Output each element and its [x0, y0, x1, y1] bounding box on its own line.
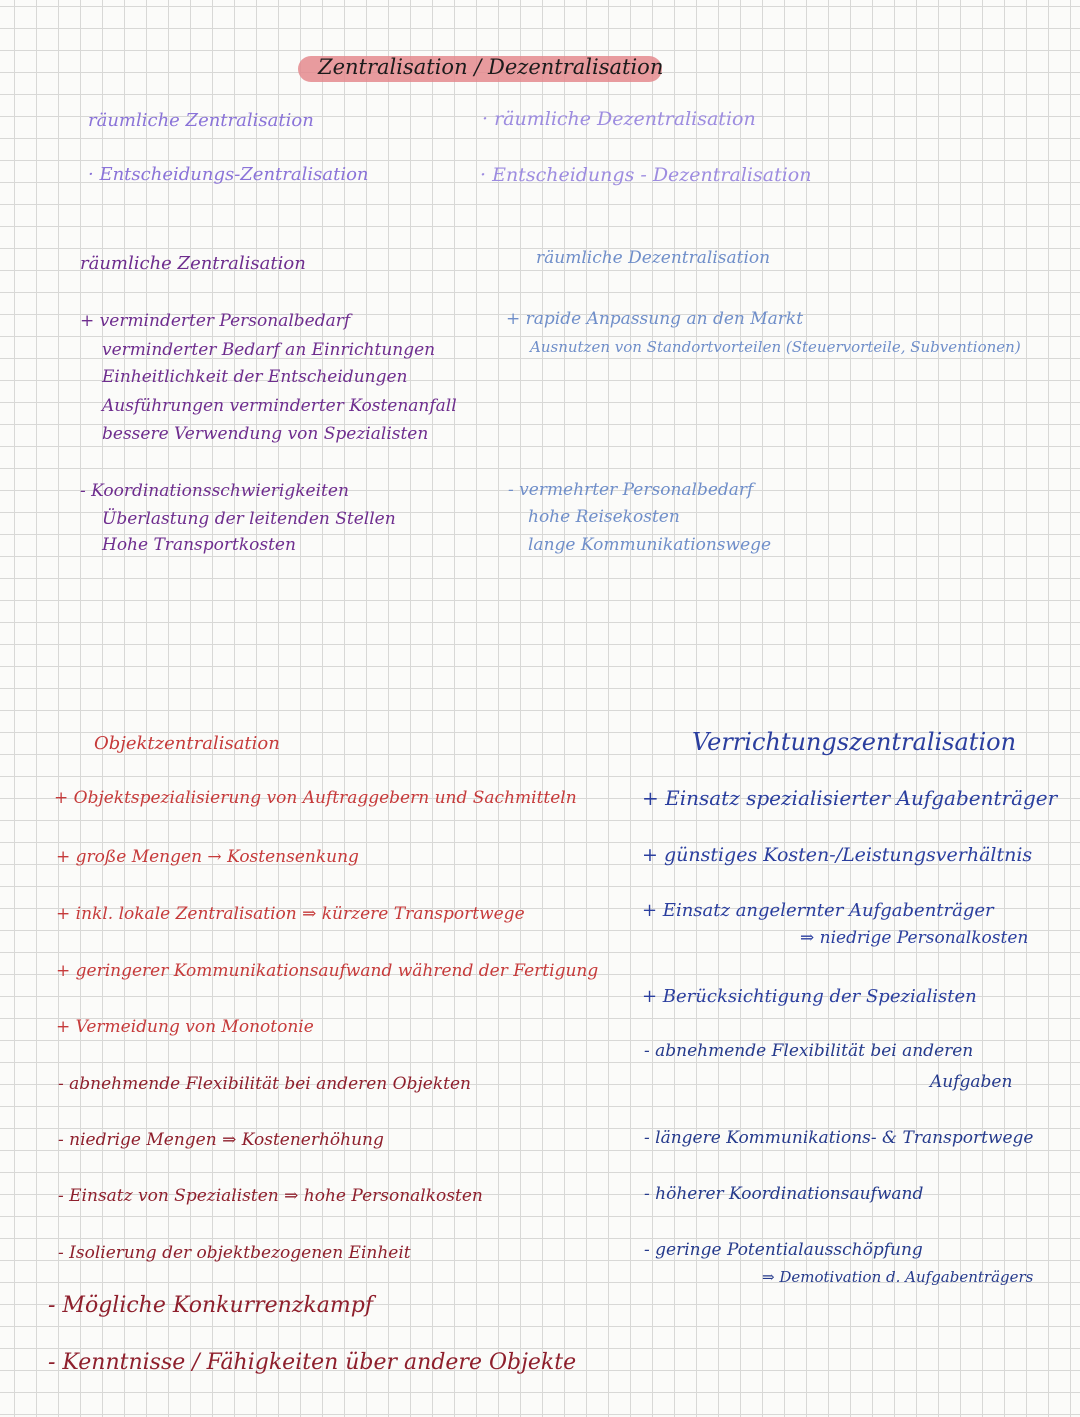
task-item-2: + günstiges Kosten-/Leistungsverhältnis [642, 844, 1033, 866]
object-item-1: + Objektspezialisierung von Auftraggebern und Sachmitteln [54, 788, 577, 808]
task-item-4: + Berücksichtigung der Spezialisten [642, 986, 977, 1007]
object-item-5: + Vermeidung von Monotonie [56, 1017, 314, 1037]
task-item-7: - höherer Koordinationsaufwand [644, 1184, 924, 1204]
task-item-5b: Aufgaben [930, 1072, 1013, 1092]
object-item-6: - abnehmende Flexibilität bei anderen Objekten [58, 1074, 471, 1094]
object-item-3: + inkl. lokale Zentralisation ⇒ kürzere Transportwege [56, 904, 525, 924]
spatial-decentral-pro-1: + rapide Anpassung an den Markt [506, 309, 804, 329]
spatial-central-pro-1: + verminderter Personalbedarf [80, 311, 351, 331]
overview-left-1: räumliche Zentralisation [88, 110, 314, 131]
spatial-central-pro-2: verminderter Bedarf an Einrichtungen [102, 340, 436, 360]
spatial-decentral-con-2: hohe Reisekosten [528, 507, 680, 527]
object-item-9: - Isolierung der objektbezogenen Einheit [58, 1243, 411, 1263]
task-item-8b: ⇒ Demotivation d. Aufgabenträgers [762, 1268, 1034, 1286]
task-item-5: - abnehmende Flexibilität bei anderen [644, 1041, 974, 1061]
task-central-heading: Verrichtungszentralisation [692, 728, 1017, 756]
spatial-decentral-con-1: - vermehrter Personalbedarf [508, 480, 754, 500]
task-item-1: + Einsatz spezialisierter Aufgabenträger [642, 786, 1058, 810]
spatial-decentral-heading: räumliche Dezentralisation [536, 248, 771, 268]
task-item-3: + Einsatz angelernter Aufgabenträger [642, 900, 994, 921]
spatial-central-pro-4: Ausführungen verminderter Kostenanfall [102, 396, 457, 416]
task-item-8: - geringe Potentialausschöpfung [644, 1240, 923, 1260]
spatial-decentral-con-3: lange Kommunikationswege [528, 535, 772, 555]
object-item-4: + geringerer Kommunikationsaufwand während der Fertigung [56, 961, 599, 981]
object-item-10: - Mögliche Konkurrenzkampf [48, 1293, 373, 1318]
object-item-11: - Kenntnisse / Fähigkeiten über andere Objekte [48, 1350, 577, 1375]
spatial-central-pro-5: bessere Verwendung von Spezialisten [102, 424, 429, 444]
page-title: Zentralisation / Dezentralisation [318, 55, 664, 79]
task-item-6: - längere Kommunikations- & Transportwege [644, 1128, 1034, 1148]
spatial-central-heading: räumliche Zentralisation [80, 253, 306, 274]
spatial-decentral-pro-2: Ausnutzen von Standortvorteilen (Steuervorteile, Subventionen) [530, 338, 1021, 356]
task-item-3b: ⇒ niedrige Personalkosten [800, 928, 1029, 948]
overview-right-2: · Entscheidungs - Dezentralisation [480, 164, 812, 186]
spatial-central-con-3: Hohe Transportkosten [102, 535, 296, 555]
object-central-heading: Objektzentralisation [94, 733, 280, 754]
spatial-central-con-2: Überlastung der leitenden Stellen [102, 509, 396, 529]
spatial-central-con-1: - Koordinationsschwierigkeiten [80, 481, 349, 501]
overview-left-2: · Entscheidungs-Zentralisation [88, 164, 369, 185]
object-item-2: + große Mengen → Kostensenkung [56, 847, 359, 867]
object-item-8: - Einsatz von Spezialisten ⇒ hohe Personalkosten [58, 1186, 483, 1206]
object-item-7: - niedrige Mengen ⇒ Kostenerhöhung [58, 1130, 384, 1150]
spatial-central-pro-3: Einheitlichkeit der Entscheidungen [102, 367, 408, 387]
overview-right-1: · räumliche Dezentralisation [482, 108, 756, 130]
